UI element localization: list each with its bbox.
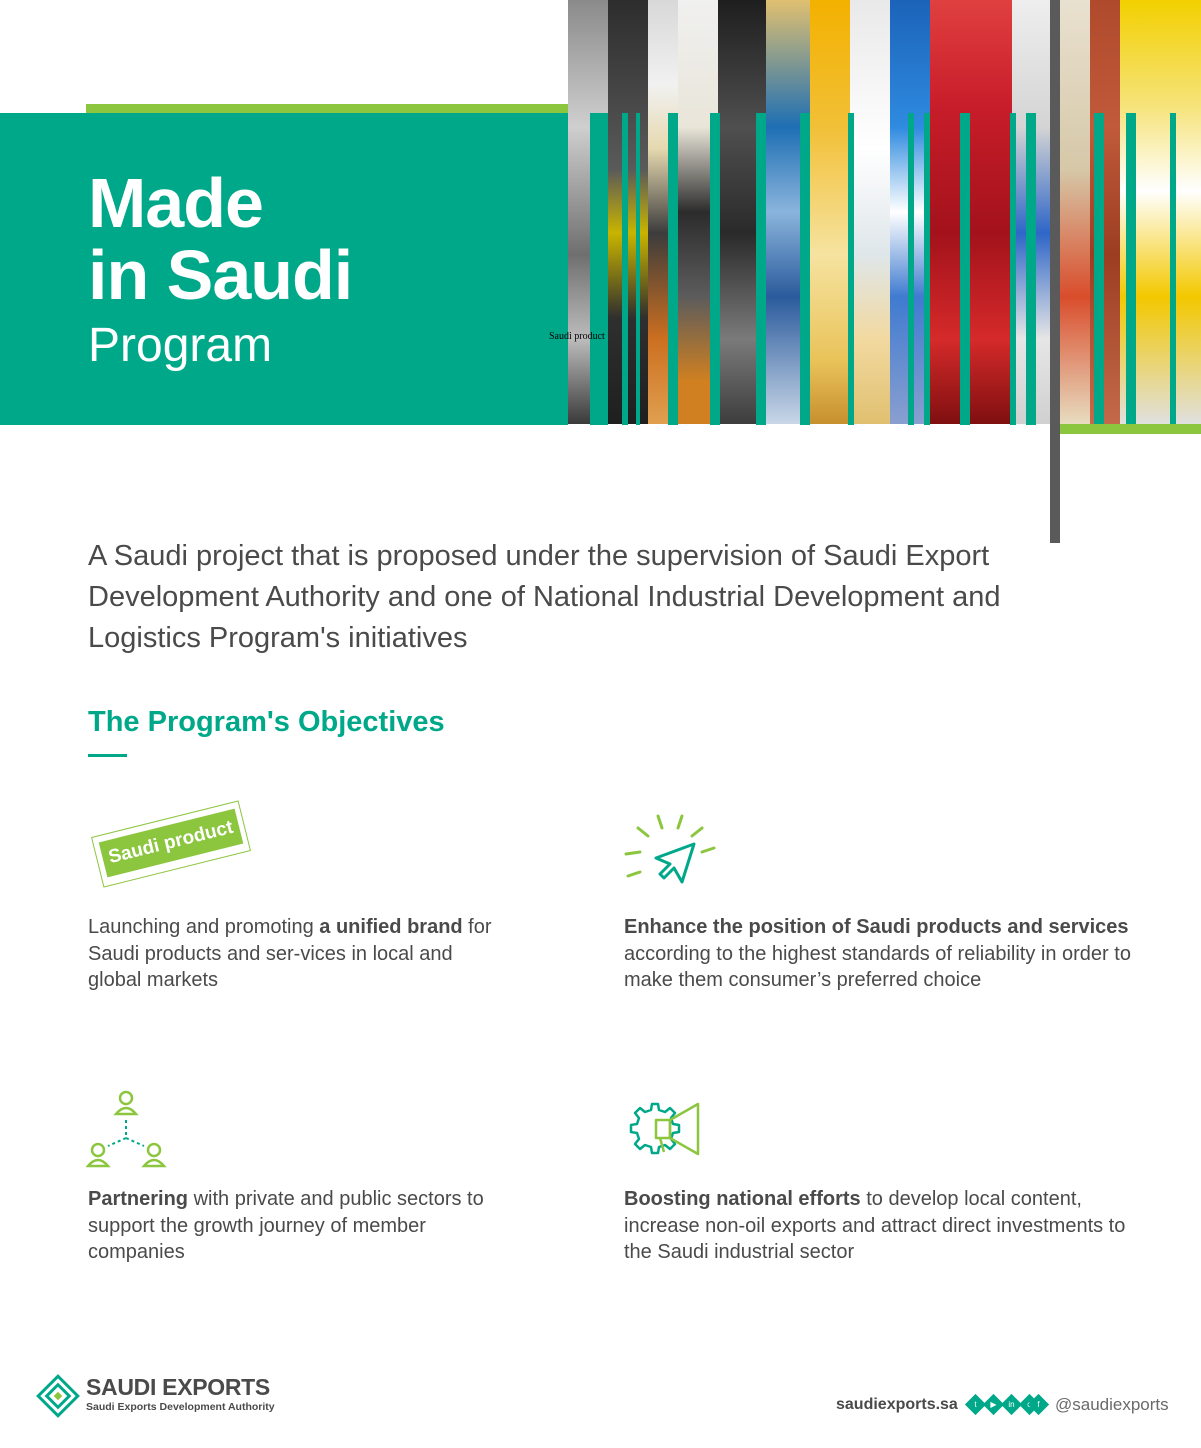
footer-website-link[interactable]: saudiexports.sa (836, 1396, 958, 1413)
hero-caption: Saudi product (549, 331, 605, 342)
objective-2-text: Enhance the position of Saudi products and services according to the highest standards of reliability in order to make them consumer’s preferred choice (624, 916, 1131, 991)
objective-4-text: Boosting national efforts to develop local content, increase non-oil exports and attract direct investments to the Saudi industrial sector (624, 1188, 1126, 1263)
click-cursor-icon (622, 814, 722, 901)
footer-brand-name: SAUDI EXPORTS (86, 1374, 270, 1400)
linkedin-icon[interactable]: in (1001, 1394, 1022, 1415)
twitter-icon[interactable]: t (965, 1394, 986, 1415)
gear-megaphone-icon (620, 1098, 706, 1175)
product-photo-collage (568, 0, 1201, 424)
hero-title-line1: Made (88, 164, 263, 242)
objectives-title: The Program's Objectives (88, 706, 445, 738)
intro-paragraph: A Saudi project that is proposed under the supervision of Saudi Export Development Authority and one of National Industrial Development and Logistics Program's initiatives (88, 540, 1001, 654)
people-network-icon (86, 1088, 168, 1175)
hero-accent-line-right (1060, 424, 1201, 434)
saudi-product-badge: Saudi product (99, 809, 244, 878)
hero-title-line2: in Saudi (88, 236, 353, 314)
objective-1-text: Launching and promoting a unified brand for Saudi products and ser-vices in local and global markets (88, 916, 492, 991)
saudi-exports-logo-icon (36, 1374, 80, 1423)
hero-title-line3: Program (88, 319, 273, 372)
footer-social-handle[interactable]: @saudiexports (1055, 1395, 1169, 1414)
youtube-icon[interactable]: ▶ (983, 1394, 1004, 1415)
hero-gray-bar (1050, 0, 1060, 543)
objective-3-text: Partnering with private and public sectors to support the growth journey of member companies (88, 1188, 484, 1263)
facebook-icon[interactable]: f (1028, 1394, 1049, 1415)
footer-brand-subtitle: Saudi Exports Development Authority (86, 1401, 275, 1413)
hero-accent-line (86, 104, 568, 113)
objectives-underline (88, 754, 127, 757)
